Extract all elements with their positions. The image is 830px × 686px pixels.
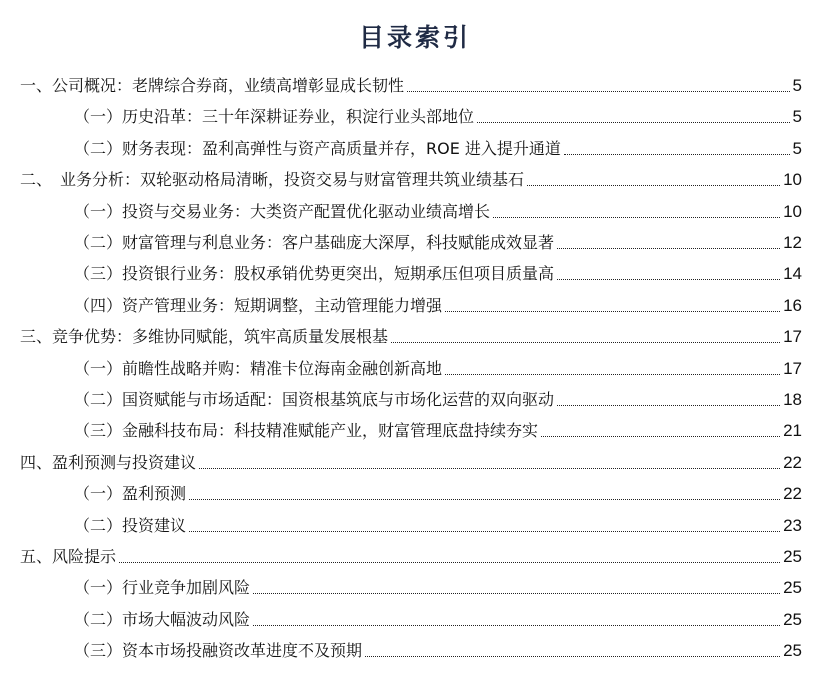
- toc-entry-label: 一、公司概况：老牌综合券商，业绩高增彰显成长韧性: [20, 76, 405, 95]
- toc-entry-label: （一）投资与交易业务：大类资产配置优化驱动业绩高增长: [74, 201, 491, 221]
- toc-dot-leader: [445, 373, 780, 375]
- toc-entry-page: 25: [783, 578, 802, 598]
- toc-dot-leader: [189, 498, 780, 500]
- toc-entry[interactable]: [74, 604, 802, 630]
- toc-entry[interactable]: [74, 101, 802, 127]
- toc-entry[interactable]: [74, 415, 802, 441]
- toc-dot-leader: [564, 153, 790, 155]
- toc-dot-leader: [477, 121, 790, 123]
- toc-entry-page: 25: [783, 547, 802, 566]
- toc-entry-label: （二）财务表现：盈利高弹性与资产高质量并存，ROE 进入提升通道: [74, 138, 561, 158]
- toc-dot-leader: [407, 90, 790, 92]
- toc-entry[interactable]: [74, 258, 802, 284]
- toc-entry-label: （二）市场大幅波动风险: [74, 609, 251, 629]
- toc-dot-leader: [253, 624, 780, 626]
- toc-entry[interactable]: [74, 478, 802, 504]
- toc-entry-label: （一）行业竞争加剧风险: [74, 578, 251, 598]
- toc-entry[interactable]: [74, 133, 802, 159]
- toc-entry-page: 16: [783, 295, 802, 315]
- toc-entry-page: 18: [783, 390, 802, 409]
- toc-entry-page: 5: [792, 138, 802, 158]
- toc-entry-page: 10: [783, 201, 802, 221]
- toc-entry[interactable]: [74, 572, 802, 598]
- toc-entry-page: 25: [783, 641, 802, 661]
- toc-entry-label: （一）前瞻性战略并购：精准卡位海南金融创新高地: [74, 358, 443, 378]
- toc-entry[interactable]: [74, 290, 802, 316]
- toc-entry[interactable]: [74, 384, 802, 410]
- toc-dot-leader: [119, 561, 780, 563]
- toc-entry-page: 22: [783, 484, 802, 504]
- toc-dot-leader: [557, 278, 780, 280]
- toc-entry[interactable]: [74, 227, 802, 253]
- toc-entry-label: 四、盈利预测与投资建议: [20, 452, 197, 472]
- toc-entry-page: 21: [783, 421, 802, 441]
- toc-dot-leader: [557, 404, 780, 406]
- toc-entry-label: （四）资产管理业务：短期调整，主动管理能力增强: [74, 295, 443, 315]
- toc-entry-page: 25: [783, 609, 802, 629]
- toc-entry-label: （二）投资建议: [74, 515, 187, 535]
- toc-entry-page: 14: [783, 264, 802, 284]
- toc-entry-label: 五、风险提示: [20, 547, 117, 566]
- toc-entry[interactable]: [74, 635, 802, 661]
- toc-entry-page: 23: [783, 515, 802, 535]
- toc-entry-page: 17: [783, 358, 802, 378]
- toc-entry-label: 二、 业务分析：双轮驱动格局清晰，投资交易与财富管理共筑业绩基石: [20, 170, 525, 190]
- toc-dot-leader: [253, 592, 780, 594]
- toc-entry[interactable]: [20, 541, 802, 567]
- toc-entry-page: 5: [792, 107, 802, 127]
- toc-title: 目录索引: [358, 23, 471, 52]
- toc-entry-label: （三）投资银行业务：股权承销优势更突出，短期承压但项目质量高: [74, 264, 555, 284]
- toc-dot-leader: [557, 247, 780, 249]
- toc-dot-leader: [527, 184, 780, 186]
- toc-dot-leader: [199, 467, 780, 469]
- toc-entry-label: （三）金融科技布局：科技精准赋能产业，财富管理底盘持续夯实: [74, 421, 539, 441]
- toc-dot-leader: [189, 530, 780, 532]
- toc-dot-leader: [391, 341, 780, 343]
- toc-entry-label: （一）盈利预测: [74, 484, 187, 504]
- toc-dot-leader: [365, 655, 780, 657]
- toc-entry-page: 22: [783, 452, 802, 472]
- toc-entry[interactable]: [20, 164, 802, 190]
- toc-entry-label: （二）财富管理与利息业务：客户基础庞大深厚，科技赋能成效显著: [74, 233, 555, 252]
- toc-entry-page: 10: [783, 170, 802, 190]
- toc-dot-leader: [493, 216, 780, 218]
- toc-entry[interactable]: [20, 321, 802, 347]
- toc-entry-page: 5: [792, 76, 802, 95]
- toc-entry[interactable]: [20, 70, 802, 96]
- toc-dot-leader: [541, 435, 780, 437]
- toc-entry-page: 12: [783, 233, 802, 252]
- toc-entry-label: （三）资本市场投融资改革进度不及预期: [74, 641, 363, 661]
- toc-dot-leader: [445, 310, 780, 312]
- toc-entry-page: 17: [783, 327, 802, 347]
- toc-entry[interactable]: [74, 510, 802, 536]
- toc-entry-label: （二）国资赋能与市场适配：国资根基筑底与市场化运营的双向驱动: [74, 390, 555, 409]
- toc-entry-label: （一）历史沿革：三十年深耕证券业，积淀行业头部地位: [74, 107, 475, 127]
- toc-entry-label: 三、竞争优势：多维协同赋能，筑牢高质量发展根基: [20, 327, 389, 347]
- toc-entry[interactable]: [74, 353, 802, 379]
- toc-entry[interactable]: [74, 196, 802, 222]
- toc-entry[interactable]: [20, 447, 802, 473]
